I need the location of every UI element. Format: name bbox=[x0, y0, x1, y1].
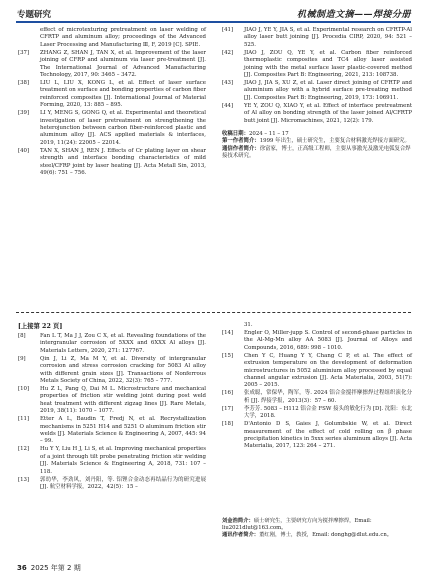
reference-text: JIAO J, JIA S, XU Z, et al. Laser direct joining of CFRTP and aluminium alloy with a hybrid surface pre-treating method [J]. Composites Part B: Engineering, 2019, 173: 106911. bbox=[244, 80, 412, 101]
reference-entry bbox=[18, 333, 206, 355]
reference-text: Etter A L, Baudin T, Fredj N, et al. Recrystallization mechanisms in 5251 H14 and 5251 O aluminum friction stir welds [J]. Materials Science & Engineering A, 2007, 445: 94 – 99. bbox=[40, 416, 206, 445]
reference-number: [40] bbox=[18, 147, 30, 154]
reference-number: [15] bbox=[222, 352, 234, 359]
bottom-right-reference-list bbox=[222, 322, 412, 451]
article-info bbox=[222, 131, 412, 161]
reference-text: Hu Z L, Pang Q, Dai M L. Microstructure and mechanical properties of friction stir welding joint during post weld heat treatment with different zigzag lines [J]. Rare Metals, 2019, 38(11): 1070 – 1077. bbox=[40, 386, 206, 415]
section-divider bbox=[16, 312, 411, 313]
header-rule bbox=[16, 21, 411, 23]
received-date: 收稿日期：2024 – 11 – 17 bbox=[222, 131, 289, 138]
reference-text: Qin J, Li Z, Ma M Y, et al. Diversity of intergranular corrosion and stress corrosion cracking for 5083 Al alloy with different grain sizes [J]. Transactions of Nonferrous Metals Society of China, 2022, 32(3): 765 – 777. bbox=[40, 355, 206, 385]
reference-text: YE Y, ZOU Q, XIAO Y, et al. Effect of interface pretreatment of Al alloy on bonding strength of the laser joined Al/CFRTP butt joint [J]. Micromachines, 2021, 12(2): 179. bbox=[244, 102, 412, 124]
reference-number: [38] bbox=[18, 80, 30, 87]
reference-text: Chen Y C, Huang Y Y, Chang C P, et al. The effect of extrusion temperature on the development of deformation microstructures in 5052 aluminium alloy processed by equal channel angular extrusion [J]. Acta Materialia, 2003, 51(7): 2005 – 2015. bbox=[244, 352, 412, 389]
corresponding-author-info: 通讯作者简介：董红刚，博士，教授，Email: donghg@dlut.edu.cn。 bbox=[222, 532, 393, 539]
reference-entry bbox=[222, 50, 412, 80]
reference-text: JIAO J, YE Y, JIA S, et al. Experimental research on CFRTP-Al alloy laser butt joining [J]. Procedia CIRP, 2020, 94: 521 – 525. bbox=[244, 27, 412, 48]
reference-entry bbox=[18, 477, 206, 492]
reference-entry bbox=[222, 330, 412, 352]
reference-text: 31. bbox=[244, 322, 253, 328]
reference-text: LIU L, LIU X, KONG L, et al. Effect of laser surface treatment on surface and bonding properties of carbon fiber reinforced composites [J]. International Journal of Material Forming, 2020, 13: 885 – 895. bbox=[40, 80, 206, 109]
page-number: 36 bbox=[17, 564, 27, 572]
page-footer bbox=[17, 563, 81, 573]
reference-number: [41] bbox=[222, 27, 234, 33]
reference-text: Hu Y Y, Liu H J, Li S, et al. Improving mechanical properties of a joint through tilt probe penetrating friction stir welding [J]. Materials Science & Engineering A, 2018, 731: 107 – 118. bbox=[40, 446, 206, 475]
reference-entry bbox=[18, 27, 206, 49]
reference-number: [13] bbox=[18, 476, 30, 483]
reference-entry bbox=[18, 446, 206, 476]
author-info-box bbox=[222, 518, 412, 540]
reference-entry bbox=[18, 110, 206, 147]
reference-number: [10] bbox=[18, 386, 30, 393]
reference-number: [43] bbox=[222, 80, 234, 87]
reference-entry bbox=[222, 390, 412, 405]
reference-number: [16] bbox=[222, 390, 234, 397]
reference-number: [9] bbox=[18, 355, 26, 362]
reference-text: Engler O, Miller-jupp S. Control of second-phase particles in the Al-Mg-Mn alloy AA 5083 [J]. Journal of Alloys and Compounds, 2016, 689: 998 – 1010. bbox=[244, 330, 412, 351]
reference-number: [18] bbox=[222, 421, 234, 428]
journal-title: 机械制造文摘——焊接分册 bbox=[296, 10, 411, 20]
reference-entry bbox=[18, 386, 206, 416]
first-author-info: 刘金浩简介：硕士研究生，主要研究方向为搅拌摩擦焊，Email: liu2021dlut@163.com。 bbox=[222, 518, 372, 532]
bottom-left-reference-list bbox=[18, 333, 206, 492]
top-right-reference-list bbox=[222, 27, 412, 161]
reference-entry bbox=[222, 80, 412, 102]
reference-entry bbox=[222, 27, 412, 49]
reference-entry bbox=[222, 322, 412, 329]
reference-number: [37] bbox=[18, 49, 30, 56]
reference-entry bbox=[18, 416, 206, 446]
issue-label: 2025 年第 2 期 bbox=[30, 564, 81, 572]
reference-text: 郭幼华，李劲风，刘丹阳，等. 铝锂合金动态再结晶行为的研究进展 [J]. 航空材料学报，2022，42(5)：15 – bbox=[40, 476, 206, 491]
reference-number: [39] bbox=[18, 110, 30, 117]
reference-text: ZHANG Z, SHAN J, TAN X, et al. Improvement of the laser joining of CFRP and aluminum via laser pre-treatment [J]. The International Journal of Advanced Manufacturing Technology, 2017, 90: 3465 – 3472. bbox=[40, 49, 206, 79]
header-section: 专题研究 bbox=[17, 10, 52, 20]
reference-entry bbox=[222, 421, 412, 451]
reference-text: Fan L T, Ma J J, Zou C X, et al. Revealing foundations of the intergranular corrosion of 5XXX and 6XXX Al alloys [J]. Materials Letters, 2020, 271: 127767. bbox=[40, 333, 206, 354]
reference-number: [42] bbox=[222, 49, 234, 56]
reference-entry bbox=[222, 406, 412, 421]
reference-number: [8] bbox=[18, 333, 26, 339]
corresponding-author-bio: 通信作者简介：徐富家，博士，正高级工程师，主要从事激光及激光电弧复合焊接技术研究。 bbox=[222, 145, 411, 160]
first-author-bio: 第一作者简介：1999 年出生，硕士研究生，主要复合材料激光焊接方面研究。 bbox=[222, 138, 410, 145]
top-left-reference-list bbox=[18, 27, 206, 178]
reference-number: [11] bbox=[18, 416, 30, 423]
reference-number: [12] bbox=[18, 446, 30, 453]
reference-entry bbox=[18, 356, 206, 386]
reference-text: TAN X, SHAN J, REN J. Effects of Cr plating layer on shear strength and interface bonding characteristics of mild steel/CFRP joint by laser heating [J]. Acta Metall Sin, 2013, 49(6): 751 – 756. bbox=[40, 147, 206, 177]
reference-text: D'Antonio D S, Gaies J, Golumbskie W, et al. Direct measurement of the effect of cold rolling on β phase precipitation kinetics in 5xxx series aluminum alloys [J]. Acta Materialia, 2017, 123: 264 – 271. bbox=[244, 421, 412, 450]
reference-entry bbox=[18, 50, 206, 80]
reference-text: 张成聪，常保华，陶军，等. 2024 铝合金搅拌摩擦焊过程组织演化分析 [J]. 焊接学报，2013(3)：57 – 60. bbox=[244, 390, 412, 404]
reference-number: [14] bbox=[222, 330, 234, 336]
reference-number: [44] bbox=[222, 102, 234, 109]
reference-entry bbox=[18, 80, 206, 110]
reference-entry bbox=[18, 148, 206, 178]
reference-text: effect of microtexturing pretreatment on laser welding of CFRTP and aluminum alloy; proceedings of the Advanced Laser Processing and Manufacturing Ⅲ, F, 2019 [C]. SPIE. bbox=[40, 27, 206, 48]
reference-text: 李芳芳. 5083 – H112 铝合金 FSW 接头的敏化行为 [D]. 沈阳：东北大学，2018. bbox=[244, 405, 412, 420]
reference-text: LI Y, MENG S, GONG Q, et al. Experimental and theoretical investigation of laser pretreatment on strengthening the heterojunction between carbon fiber-reinforced plastic and aluminum alloy [J]. ACS applied materials & interfaces, 2019, 11(24): 22005 – 22014. bbox=[40, 110, 206, 146]
reference-text: JIAO J, ZOU Q, YE Y, et al. Carbon fiber reinforced thermoplastic composites and TC4 alloy laser assisted joining with the metal surface laser plastic-covered method [J]. Composites Part B: Engineering, 2021, 213: 108738. bbox=[244, 49, 412, 79]
reference-entry bbox=[222, 353, 412, 390]
reference-entry bbox=[222, 103, 412, 125]
reference-number: [17] bbox=[222, 405, 234, 412]
continued-from-label: [上接第 22 页] bbox=[18, 323, 63, 330]
